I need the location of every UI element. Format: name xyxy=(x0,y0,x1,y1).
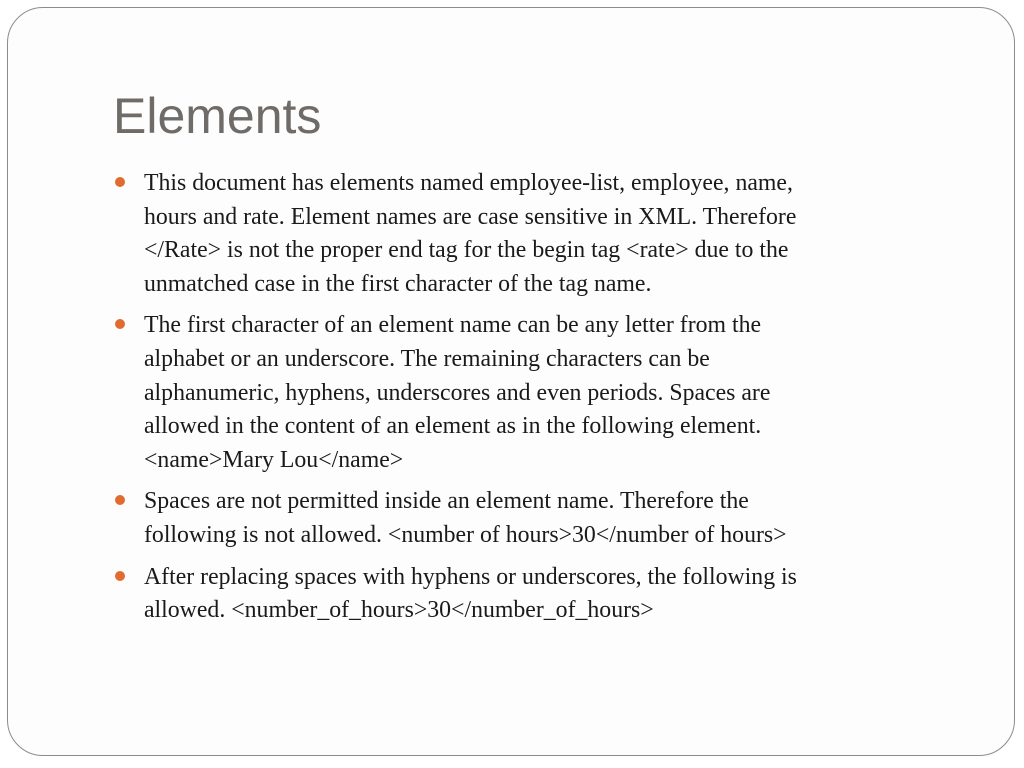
bullet-item-spaces-not-permitted xyxy=(115,485,945,552)
bullet-text-line: unmatched case in the first character of the tag name. xyxy=(144,270,652,297)
bullet-text-line: alphabet or an underscore. The remaining characters can be xyxy=(144,345,710,372)
bullet-text-line: allowed. <number_of_hours>30</number_of_hours> xyxy=(144,597,654,624)
bullet-item-element-names xyxy=(115,167,945,301)
bullet-dot-icon xyxy=(115,177,125,187)
bullet-text-line: alphanumeric, hyphens, underscores and even periods. Spaces are xyxy=(144,379,771,406)
bullet-text-line: </Rate> is not the proper end tag for the begin tag <rate> due to the xyxy=(144,237,789,264)
bullet-text-line: <name>Mary Lou</name> xyxy=(144,446,404,473)
bullet-dot-icon xyxy=(115,495,125,505)
bullet-text-line: After replacing spaces with hyphens or underscores, the following is xyxy=(144,563,797,590)
bullet-text-line: allowed in the content of an element as in the following element. xyxy=(144,413,762,440)
bullet-text-line: hours and rate. Element names are case sensitive in XML. Therefore xyxy=(144,203,797,230)
bullet-text-line: following is not allowed. <number of hours>30</number of hours> xyxy=(144,521,787,548)
bullet-text-line: The first character of an element name can be any letter from the xyxy=(144,312,762,339)
slide-title: Elements xyxy=(113,88,322,144)
bullet-item-first-character xyxy=(115,309,945,477)
bullet-list xyxy=(115,167,945,636)
bullet-text-line: Spaces are not permitted inside an element name. Therefore the xyxy=(144,488,749,515)
bullet-dot-icon xyxy=(115,571,125,581)
bullet-dot-icon xyxy=(115,319,125,329)
bullet-text-line: This document has elements named employee-list, employee, name, xyxy=(144,170,793,196)
bullet-item-replacing-spaces xyxy=(115,561,945,628)
